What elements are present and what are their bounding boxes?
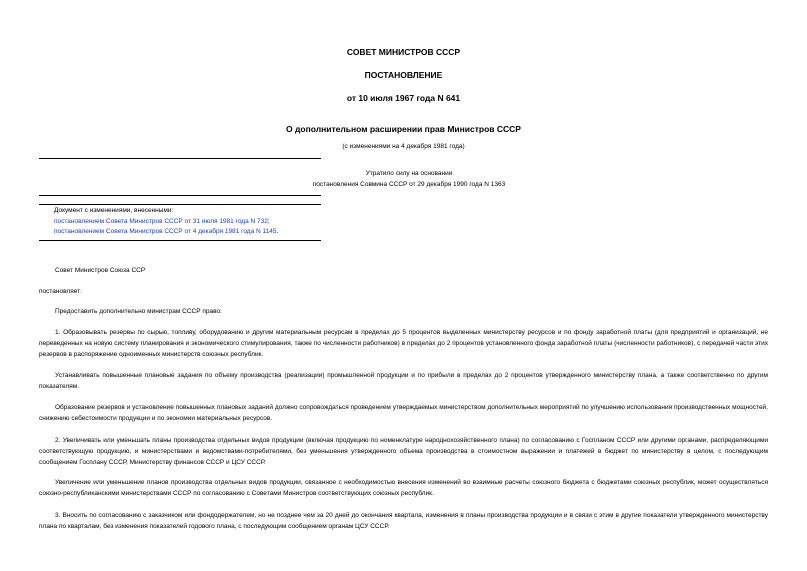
paragraph: 1. Образовывать резервы по сырью, топливу, оборудованию и другим материальным ресурсам в пределах до 5 процентов выделенных министерству ресурсов и по фонду заработной платы (для предприятий и организаций, не переведенных на новую систему планирования и экономического стимулирования, также по численности работников) в пределах до 2 процентов установленного фонда заработной платы (численности работников), с передачей части этих резервов в распоряжение одноименных министерств союзных республик. [39,329,768,358]
paragraph: Увеличение или уменьшение планов производства отдельных видов продукции, связанное с необходимостью внесения изменений во взаимные расчеты союзного бюджета с бюджетами союзных республик, может осуществляться союзно-республиканскими министерствами СССР по согласованию с Советами Министров соответствующих союзных республик. [39,479,768,497]
issuer-heading: СОВЕТ МИНИСТРОВ СССР [346,47,461,57]
paragraph: 3. Вносить по согласованию с заказчиком или фондодержателем, но не позднее чем за 20 дней до окончания квартала, изменения в планы производства продукции и в связи с этим в другие показатели утвержденного министерству плана по кварталам, без изменения показателей годового плана, с последующим сообщением органам ЦСУ СССР. [39,512,768,530]
paragraph: Совет Министров Союза ССР [55,267,146,274]
paragraph: 2. Увеличивать или уменьшать планы производства отдельных видов продукции (включая продукцию по номенклатуре народнохозяйственного плана) по согласованию с Госпланом СССР или другими органами, распределяющими соответствующую продукцию, и министерствами и ведомствами-потребителями, без уменьшения утвержденного объема производства в стоимостном выражении и платежей в бюджет по министерству в целом, с последующим сообщением Госплану СССР, Министерству финансов СССР и ЦСУ СССР. [39,437,768,466]
paragraph: Устанавливать повышенные плановые задания по объему производства (реализации) промышленной продукции и по прибыли в пределах до 2 процентов утвержденного министерству плана, а также соответственно по другим показателям. [39,372,768,390]
changes-intro: Документ с изменениями, внесенными: [54,207,174,214]
status-line-1: Утратило силу на основании [365,170,453,177]
link-suffix: ; [267,218,270,225]
divider-rule [39,240,321,241]
amendment-link[interactable]: постановлением Совета Министров СССР от 31 июля 1981 года N 732 [54,218,268,225]
amendment-link[interactable]: постановлением Совета Министров СССР от 4 декабря 1981 года N 1145 [54,228,277,235]
date-number-heading: от 10 июля 1967 года N 641 [346,93,461,103]
divider-rule [39,195,321,196]
divider-rule [39,204,321,205]
paragraph: постановляет: [39,288,82,295]
link-suffix: . [276,228,279,235]
divider-rule [39,158,321,159]
status-line-2: постановления Совмина СССР от 29 декабря 1990 года N 1363 [312,181,506,188]
doc-type-heading: ПОСТАНОВЛЕНИЕ [364,70,443,80]
document-title: О дополнительном расширении прав Министров СССР [286,124,521,134]
amendments-note: (с изменениями на 4 декабря 1981 года) [342,143,465,150]
paragraph: Предоставить дополнительно министрам СССР право: [55,308,222,315]
change-link-row [54,227,278,238]
paragraph: Образование резервов и установление повышенных плановых заданий должно сопровождаться проведением утверждаемых министерством дополнительных мероприятий по улучшению использования производственных мощностей, снижению себестоимости продукции и по экономии материальных ресурсов. [39,404,768,422]
